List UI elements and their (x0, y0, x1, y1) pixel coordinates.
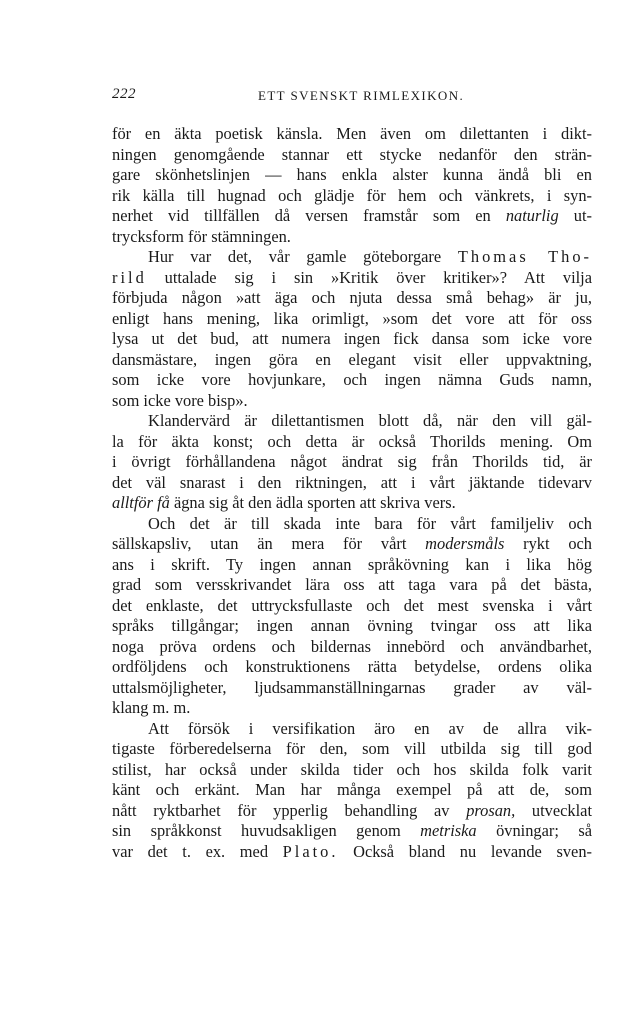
text-line: la för äkta konst; och detta är också Thorilds mening. Om (112, 431, 592, 451)
text-line: noga pröva ordens och bildernas innebörd och användbarhet, (112, 636, 592, 656)
text-line: känt och erkänt. Man har många exempel på att de, som (112, 780, 592, 799)
text-line: grad som versskrivandet lära oss att taga vara på det bästa, (112, 575, 592, 594)
text-line: sin språkkonst huvudsakligen genom metriska övningar; så (112, 821, 592, 840)
text-line: rik källa till hugnad och glädje för hem och vänkrets, i syn- (112, 185, 592, 205)
text-line: nått ryktbarhet för ypperlig behandling av prosan, utvecklat (112, 800, 592, 820)
spaced-name: rild (112, 267, 147, 287)
text-line: Klandervärd är dilettantismen blott då, när den vill gäl- (148, 411, 592, 430)
text-line: lysa ut det bud, att numera ingen fick dansa som icke vore (112, 329, 592, 348)
text-line: enligt hans mening, lika orimligt, »som det vore att för oss (112, 308, 592, 328)
italic-word: alltför få (112, 493, 170, 512)
text-line: Att försök i versifikation äro en av de allra vik- (148, 718, 592, 738)
text-line: i övrigt förhållandena något ändrat sig från Thorilds tid, är (112, 452, 592, 471)
text-line: Och det är till skada inte bara för vårt familjeliv och (148, 513, 592, 533)
text-line: för en äkta poetisk känsla. Men även om dilettanten i dikt- (112, 124, 592, 143)
text-line: trycksform för stämningen. (112, 226, 291, 246)
text-line: det väl snarast i den riktningen, att i vårt jäktande tidevarv (112, 472, 592, 492)
text-line: det enklaste, det uttrycksfullaste och det mest svenska i vårt (112, 595, 592, 615)
text-line: ordföljdens och konstruktionens rätta betydelse, ordens olika (112, 657, 592, 676)
text-line: ningen genomgående stannar ett stycke nedanför den strän- (112, 144, 592, 164)
text-line: nerhet vid tillfällen då versen framstår som en naturlig ut- (112, 206, 592, 225)
running-head (112, 86, 596, 110)
text-line: dansmästare, ingen göra en elegant visit eller uppvaktning, (112, 349, 592, 369)
text-line: sällskapsliv, utan än mera för vårt modersmåls rykt och (112, 534, 592, 553)
text-line: gare skönhetslinjen — hans enkla alster kunna ändå bli en (112, 165, 592, 184)
text-line: Hur var det, vår gamle göteborgare Thomas Tho- (148, 247, 592, 266)
page-number: 222 (112, 86, 136, 102)
text-line: tigaste förberedelserna för den, som vill utbilda sig till god (112, 739, 592, 758)
running-title: ETT SVENSKT RIMLEXIKON. (258, 88, 465, 103)
text-line: var det t. ex. med Plato. Också bland nu levande sven- (112, 841, 592, 861)
text-line: språks tillgångar; ingen annan övning tvingar oss att lika (112, 616, 592, 635)
italic-word: modersmåls (425, 534, 505, 553)
italic-word: metriska (420, 821, 477, 840)
text-line: uttalsmöjligheter, ljudsammanställningarnas grader av väl- (112, 677, 592, 697)
text-line: som icke vore hovjunkare, och ingen nämna Guds namn, (112, 370, 592, 389)
text-line: klang m. m. (112, 698, 191, 717)
text-line: alltför få ägna sig åt den ädla sporten att skriva vers. (112, 493, 456, 512)
italic-word: prosan, (466, 800, 516, 820)
italic-word: naturlig (505, 206, 559, 225)
text-line: stilist, har också under skilda tider och hos skilda folk varit (112, 759, 592, 779)
spaced-name: Plato. (282, 841, 339, 861)
text-line: ans i skrift. Ty ingen annan språkövning kan i lika hög (112, 554, 592, 574)
text-line: förbjuda någon »att äga och njuta dessa små behag» är ju, (112, 288, 592, 307)
text-line: som icke vore bisp». (112, 390, 248, 410)
spaced-name: Thomas Tho- (457, 247, 592, 266)
body-text (112, 124, 592, 862)
text-line: rild uttalade sig i sin »Kritik över kritiker»? Att vilja (112, 267, 592, 287)
